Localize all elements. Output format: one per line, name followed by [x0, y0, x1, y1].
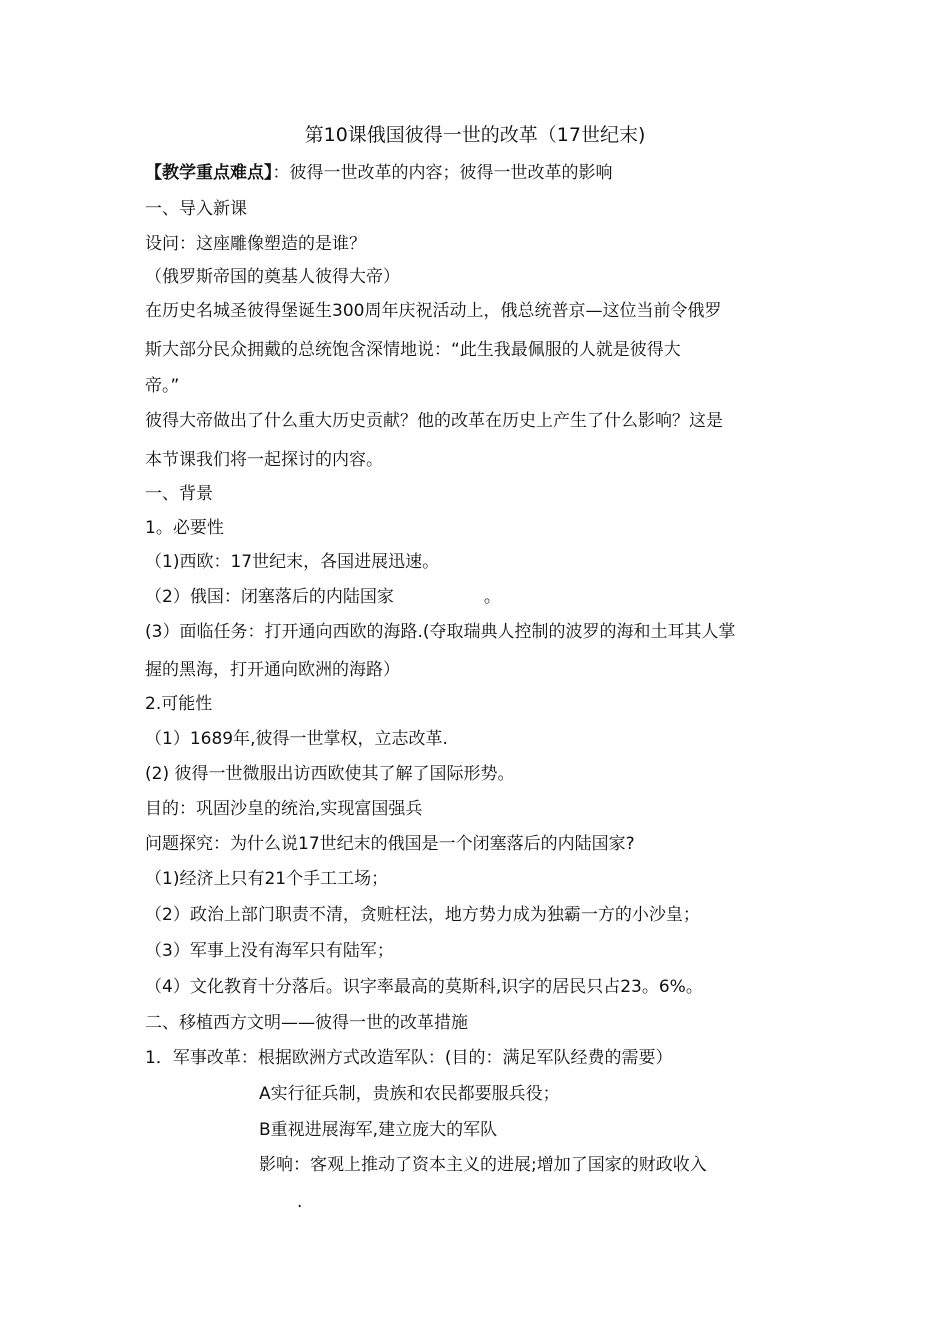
- list-item: （1）1689年,彼得一世掌权，立志改革.: [145, 729, 448, 749]
- list-item: 握的黑海，打开通向欧洲的海路）: [145, 660, 400, 680]
- list-item: [145, 585, 501, 609]
- list-item-suffix: 。: [483, 587, 501, 607]
- key-points-text: ：彼得一世改革的内容；彼得一世改革的影响: [272, 163, 613, 183]
- subheading: 1．军事改革：根据欧洲方式改造军队：(目的：满足军队经费的需要）: [145, 1048, 673, 1068]
- paragraph-line: 帝。”: [145, 376, 180, 396]
- section-heading: 二、移植西方文明——彼得一世的改革措施: [145, 1013, 468, 1033]
- indented-list-item: 影响：客观上推动了资本主义的进展;增加了国家的财政收入: [259, 1155, 707, 1175]
- paragraph-line: 彼得大帝做出了什么重大历史贡献？他的改革在历史上产生了什么影响？这是: [145, 411, 723, 431]
- section-heading: 一、导入新课: [145, 199, 247, 219]
- trailing-dot: .: [297, 1192, 303, 1212]
- page-title: 第10课俄国彼得一世的改革（17世纪末): [304, 124, 646, 146]
- paragraph-line: （俄罗斯帝国的奠基人彼得大帝）: [145, 267, 400, 287]
- list-item: （4）文化教育十分落后。识字率最高的莫斯科,识字的居民只占23。6%。: [145, 977, 703, 997]
- subheading: 2.可能性: [145, 694, 213, 714]
- paragraph-line: 斯大部分民众拥戴的总统饱含深情地说：“此生我最佩服的人就是彼得大: [145, 340, 681, 360]
- key-points-line: [145, 161, 613, 185]
- paragraph-line: 问题探究：为什么说17世纪末的俄国是一个闭塞落后的内陆国家?: [145, 834, 635, 854]
- list-item: （1)西欧：17世纪末，各国进展迅速。: [145, 552, 440, 572]
- list-item: （1)经济上只有21个手工工场；: [145, 869, 389, 889]
- list-item: （3）军事上没有海军只有陆军；: [145, 941, 394, 961]
- list-item-text: （2）俄国：闭塞落后的内陆国家: [145, 587, 394, 607]
- list-item: （2）政治上部门职责不清，贪赃枉法，地方势力成为独霸一方的小沙皇；: [145, 905, 700, 925]
- paragraph-line: 在历史名城圣彼得堡诞生300周年庆祝活动上，俄总统普京—这位当前令俄罗: [145, 301, 722, 321]
- subheading: 1。必要性: [145, 518, 224, 538]
- section-heading: 一、背景: [145, 484, 213, 504]
- indented-list-item: B重视进展海军,建立庞大的军队: [259, 1120, 498, 1140]
- list-item: (2) 彼得一世微服出访西欧使其了解了国际形势。: [145, 764, 515, 784]
- key-points-label: 【教学重点难点】: [145, 163, 273, 183]
- indented-list-item: A实行征兵制，贵族和农民都要服兵役；: [259, 1084, 560, 1104]
- list-item: (3）面临任务：打开通向西欧的海路.(夺取瑞典人控制的波罗的海和土耳其人掌: [145, 622, 736, 642]
- paragraph-line: 设问：这座雕像塑造的是谁？: [145, 234, 366, 254]
- paragraph-line: 目的：巩固沙皇的统治,实现富国强兵: [145, 799, 423, 819]
- paragraph-line: 本节课我们将一起探讨的内容。: [145, 450, 383, 470]
